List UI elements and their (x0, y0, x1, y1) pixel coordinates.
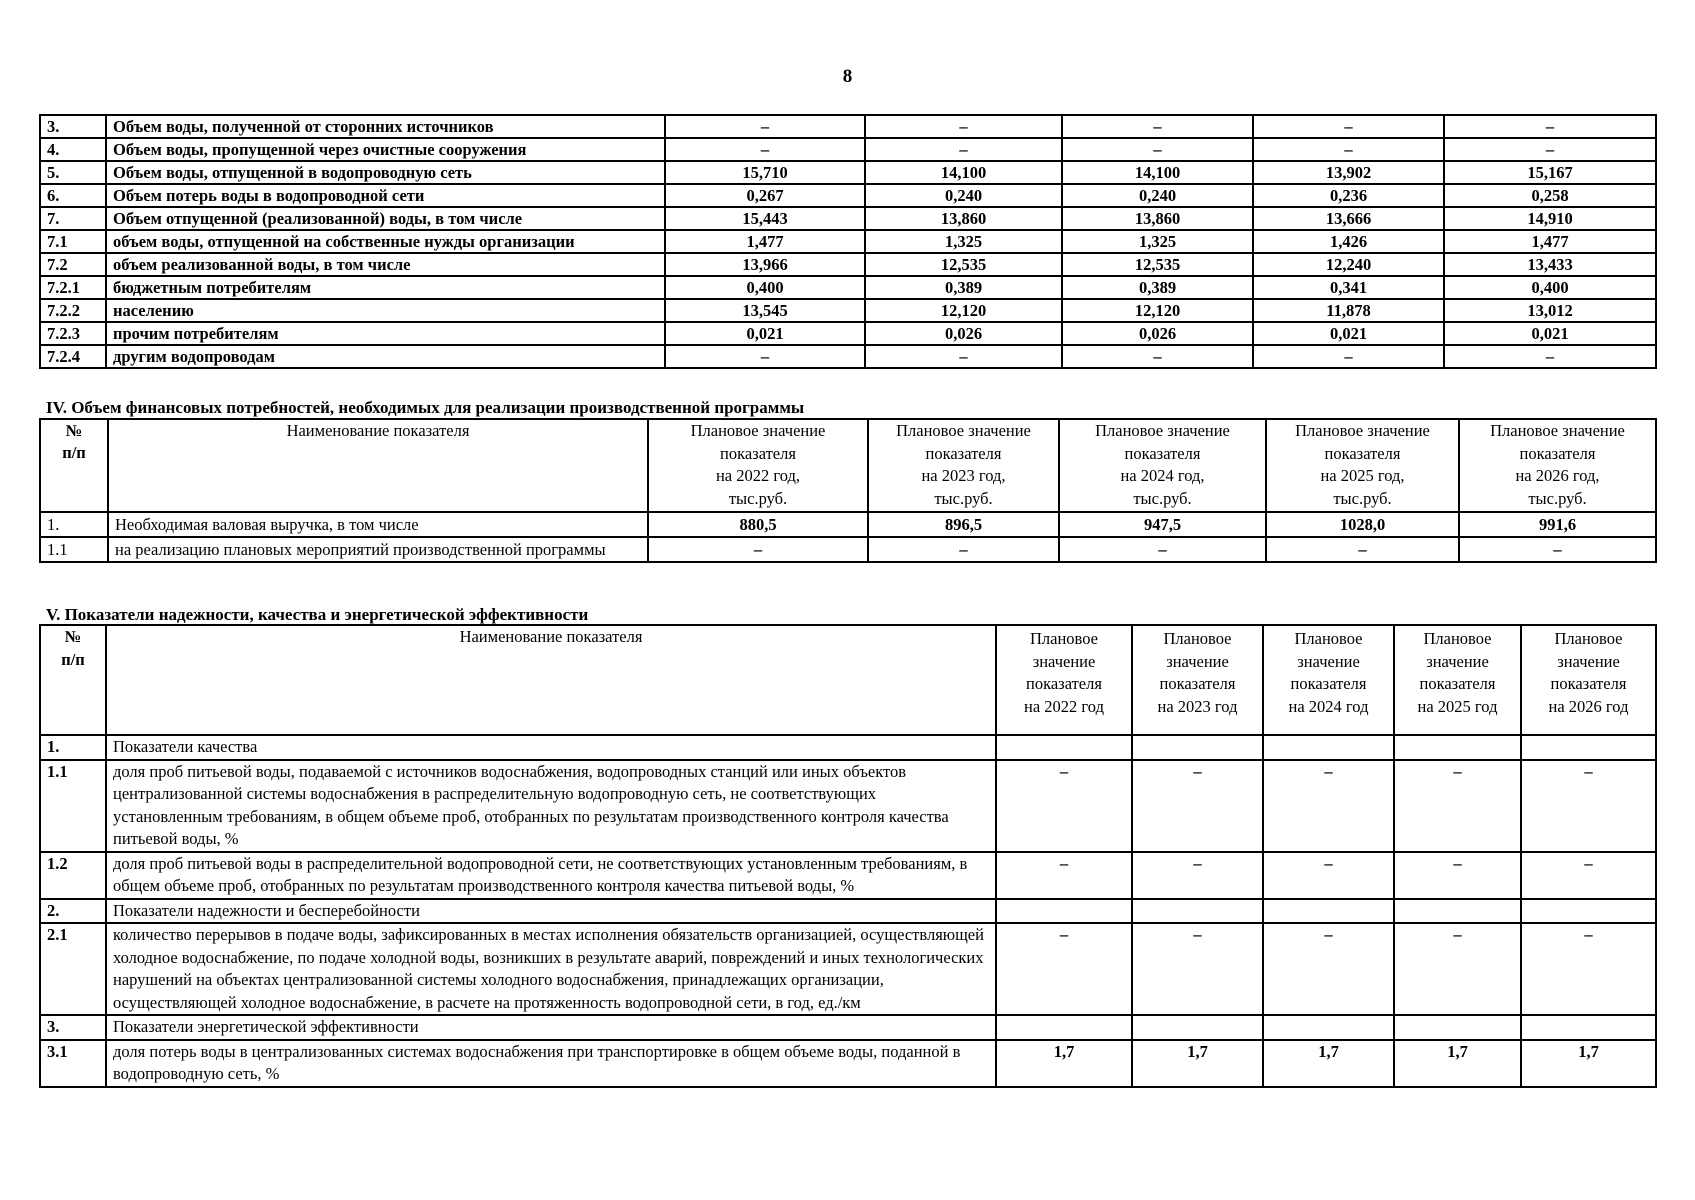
header-name: Наименование показателя (106, 625, 996, 735)
value-cell: – (868, 537, 1059, 562)
value-cell: – (665, 115, 865, 138)
value-cell (1394, 1015, 1521, 1040)
value-cell (1263, 735, 1394, 760)
value-cell (1263, 1015, 1394, 1040)
value-cell: 13,545 (665, 299, 865, 322)
header-num: № п/п (40, 419, 108, 512)
value-cell: – (1062, 115, 1253, 138)
value-cell: – (1394, 923, 1521, 1015)
value-cell: 1,7 (996, 1040, 1132, 1087)
indicator-name: Объем воды, полученной от сторонних источников (106, 115, 665, 138)
header-col-2025: Плановое значение показателя на 2025 год (1394, 625, 1521, 735)
table-header-row (40, 419, 1656, 512)
value-cell: 12,535 (1062, 253, 1253, 276)
row-number: 7.2.2 (40, 299, 106, 322)
value-cell: 1,325 (865, 230, 1062, 253)
header-col-2023: Плановое значение показателя на 2023 год, тыс.руб. (868, 419, 1059, 512)
indicator-name: прочим потребителям (106, 322, 665, 345)
value-cell: – (665, 138, 865, 161)
value-cell: 15,167 (1444, 161, 1656, 184)
row-number: 7.2.3 (40, 322, 106, 345)
value-cell: – (1132, 923, 1263, 1015)
value-cell: 15,443 (665, 207, 865, 230)
row-number: 7. (40, 207, 106, 230)
value-cell: 13,012 (1444, 299, 1656, 322)
value-cell (1521, 735, 1656, 760)
value-cell (1263, 899, 1394, 924)
value-cell: 0,236 (1253, 184, 1444, 207)
row-number: 1.1 (40, 537, 108, 562)
row-number: 7.2 (40, 253, 106, 276)
value-cell: – (1444, 138, 1656, 161)
section-5-title: V. Показатели надежности, качества и энергетической эффективности (46, 605, 589, 624)
value-cell (1394, 899, 1521, 924)
value-cell: – (1263, 852, 1394, 899)
value-cell: 12,240 (1253, 253, 1444, 276)
value-cell: – (648, 537, 868, 562)
value-cell: 13,902 (1253, 161, 1444, 184)
value-cell: 1,426 (1253, 230, 1444, 253)
row-number: 1. (40, 512, 108, 537)
indicator-name: объем воды, отпущенной на собственные нужды организации (106, 230, 665, 253)
value-cell: – (1266, 537, 1459, 562)
value-cell: 0,026 (865, 322, 1062, 345)
value-cell: 14,100 (1062, 161, 1253, 184)
value-cell: 1,477 (1444, 230, 1656, 253)
table-row (40, 512, 1656, 537)
row-number: 7.2.1 (40, 276, 106, 299)
value-cell: – (865, 138, 1062, 161)
value-cell: – (996, 760, 1132, 852)
table-row (40, 1015, 1656, 1040)
row-number: 3.1 (40, 1040, 106, 1087)
indicator-name: Объем воды, отпущенной в водопроводную сеть (106, 161, 665, 184)
value-cell (996, 1015, 1132, 1040)
value-cell: – (1521, 760, 1656, 852)
table-row (40, 253, 1656, 276)
value-cell: 11,878 (1253, 299, 1444, 322)
value-cell: – (1459, 537, 1656, 562)
water-balance-table (39, 114, 1657, 369)
financial-needs-table (39, 418, 1657, 563)
indicator-name: Показатели энергетической эффективности (106, 1015, 996, 1040)
table-row (40, 184, 1656, 207)
value-cell: – (1263, 923, 1394, 1015)
value-cell: 1,7 (1263, 1040, 1394, 1087)
row-number: 1. (40, 735, 106, 760)
value-cell (1394, 735, 1521, 760)
indicator-name: Объем потерь воды в водопроводной сети (106, 184, 665, 207)
row-number: 6. (40, 184, 106, 207)
value-cell (1521, 899, 1656, 924)
header-num: № п/п (40, 625, 106, 735)
value-cell: – (1521, 852, 1656, 899)
value-cell: – (1132, 760, 1263, 852)
value-cell: 0,021 (1253, 322, 1444, 345)
table-row (40, 899, 1656, 924)
value-cell: 13,666 (1253, 207, 1444, 230)
table-row (40, 322, 1656, 345)
table-row (40, 345, 1656, 368)
value-cell: 880,5 (648, 512, 868, 537)
value-cell: 0,240 (865, 184, 1062, 207)
value-cell: 15,710 (665, 161, 865, 184)
table-row (40, 230, 1656, 253)
row-number: 5. (40, 161, 106, 184)
value-cell: 0,400 (1444, 276, 1656, 299)
indicator-name: Необходимая валовая выручка, в том числе (108, 512, 648, 537)
table-row (40, 735, 1656, 760)
row-number: 7.2.4 (40, 345, 106, 368)
table-row (40, 537, 1656, 562)
table-row (40, 115, 1656, 138)
indicator-name: населению (106, 299, 665, 322)
header-col-2025: Плановое значение показателя на 2025 год, тыс.руб. (1266, 419, 1459, 512)
reliability-quality-table (39, 624, 1657, 1088)
indicator-name: Показатели надежности и бесперебойности (106, 899, 996, 924)
value-cell: – (865, 115, 1062, 138)
value-cell (996, 735, 1132, 760)
table-row (40, 1040, 1656, 1087)
value-cell: 13,860 (865, 207, 1062, 230)
value-cell: – (1444, 345, 1656, 368)
value-cell: – (1062, 345, 1253, 368)
value-cell (996, 899, 1132, 924)
indicator-name: объем реализованной воды, в том числе (106, 253, 665, 276)
table-row (40, 760, 1656, 852)
value-cell: 896,5 (868, 512, 1059, 537)
table-header-row (40, 625, 1656, 735)
value-cell: 991,6 (1459, 512, 1656, 537)
value-cell (1132, 735, 1263, 760)
header-col-2026: Плановое значение показателя на 2026 год (1521, 625, 1656, 735)
row-number: 1.1 (40, 760, 106, 852)
value-cell: – (1394, 852, 1521, 899)
value-cell: 13,860 (1062, 207, 1253, 230)
value-cell: – (1394, 760, 1521, 852)
value-cell: 13,966 (665, 253, 865, 276)
value-cell: 1028,0 (1266, 512, 1459, 537)
table-row (40, 299, 1656, 322)
value-cell: 1,7 (1394, 1040, 1521, 1087)
row-number: 7.1 (40, 230, 106, 253)
section-4-title: IV. Объем финансовых потребностей, необходимых для реализации производственной программы (46, 398, 805, 417)
value-cell: 1,477 (665, 230, 865, 253)
value-cell: 14,100 (865, 161, 1062, 184)
value-cell: 0,258 (1444, 184, 1656, 207)
value-cell: – (996, 923, 1132, 1015)
header-col-2022: Плановое значение показателя на 2022 год, тыс.руб. (648, 419, 868, 512)
header-col-2026: Плановое значение показателя на 2026 год, тыс.руб. (1459, 419, 1656, 512)
header-col-2022: Плановое значение показателя на 2022 год (996, 625, 1132, 735)
value-cell: 1,325 (1062, 230, 1253, 253)
value-cell: – (996, 852, 1132, 899)
indicator-name: другим водопроводам (106, 345, 665, 368)
value-cell: – (1132, 852, 1263, 899)
value-cell: 0,267 (665, 184, 865, 207)
value-cell: 947,5 (1059, 512, 1266, 537)
row-number: 3. (40, 115, 106, 138)
table-row (40, 276, 1656, 299)
value-cell: 0,341 (1253, 276, 1444, 299)
table-row (40, 852, 1656, 899)
table-row (40, 923, 1656, 1015)
value-cell: – (1444, 115, 1656, 138)
value-cell: 0,389 (1062, 276, 1253, 299)
header-col-2023: Плановое значение показателя на 2023 год (1132, 625, 1263, 735)
value-cell: 0,021 (665, 322, 865, 345)
table-row (40, 207, 1656, 230)
value-cell: 0,389 (865, 276, 1062, 299)
value-cell: – (1253, 345, 1444, 368)
value-cell: – (1062, 138, 1253, 161)
value-cell: 12,120 (865, 299, 1062, 322)
value-cell: – (1263, 760, 1394, 852)
value-cell: – (865, 345, 1062, 368)
value-cell: 0,240 (1062, 184, 1253, 207)
value-cell (1132, 899, 1263, 924)
value-cell: – (1521, 923, 1656, 1015)
indicator-name: на реализацию плановых мероприятий производственной программы (108, 537, 648, 562)
indicator-name: Показатели качества (106, 735, 996, 760)
row-number: 3. (40, 1015, 106, 1040)
header-col-2024: Плановое значение показателя на 2024 год, тыс.руб. (1059, 419, 1266, 512)
indicator-name: доля потерь воды в централизованных системах водоснабжения при транспортировке в общем объеме воды, поданной в водопроводную сеть, % (106, 1040, 996, 1087)
value-cell: 1,7 (1132, 1040, 1263, 1087)
value-cell: 12,120 (1062, 299, 1253, 322)
value-cell: 0,026 (1062, 322, 1253, 345)
value-cell: 0,400 (665, 276, 865, 299)
value-cell: – (665, 345, 865, 368)
indicator-name: Объем отпущенной (реализованной) воды, в том числе (106, 207, 665, 230)
value-cell: 1,7 (1521, 1040, 1656, 1087)
indicator-name: бюджетным потребителям (106, 276, 665, 299)
indicator-name: доля проб питьевой воды в распределительной водопроводной сети, не соответствующих установленным требованиям, в общем объеме проб, отобранных по результатам производственного контроля качества питьевой воды, % (106, 852, 996, 899)
value-cell: – (1253, 115, 1444, 138)
value-cell: 12,535 (865, 253, 1062, 276)
value-cell (1132, 1015, 1263, 1040)
indicator-name: Объем воды, пропущенной через очистные сооружения (106, 138, 665, 161)
header-name: Наименование показателя (108, 419, 648, 512)
row-number: 4. (40, 138, 106, 161)
indicator-name: доля проб питьевой воды, подаваемой с источников водоснабжения, водопроводных станций или иных объектов централизованной системы водоснабжения в распределительную водопроводную сеть, не соответствующих установленным требованиям, в общем объеме проб, отобранных по результатам производственного контроля качества питьевой воды, % (106, 760, 996, 852)
value-cell: 14,910 (1444, 207, 1656, 230)
value-cell: 0,021 (1444, 322, 1656, 345)
value-cell: – (1059, 537, 1266, 562)
page-number: 8 (842, 66, 853, 87)
table-row (40, 161, 1656, 184)
indicator-name: количество перерывов в подаче воды, зафиксированных в местах исполнения обязательств организацией, осуществляющей холодное водоснабжение, по подаче холодной воды, возникших в результате аварий, повреждений и иных технологических нарушений на объектах централизованной системы холодного водоснабжения, принадлежащих организации, осуществляющей холодное водоснабжение, в расчете на протяженность водопроводной сети, в год, ед./км (106, 923, 996, 1015)
row-number: 1.2 (40, 852, 106, 899)
row-number: 2. (40, 899, 106, 924)
value-cell (1521, 1015, 1656, 1040)
row-number: 2.1 (40, 923, 106, 1015)
table-row (40, 138, 1656, 161)
value-cell: – (1253, 138, 1444, 161)
header-col-2024: Плановое значение показателя на 2024 год (1263, 625, 1394, 735)
value-cell: 13,433 (1444, 253, 1656, 276)
